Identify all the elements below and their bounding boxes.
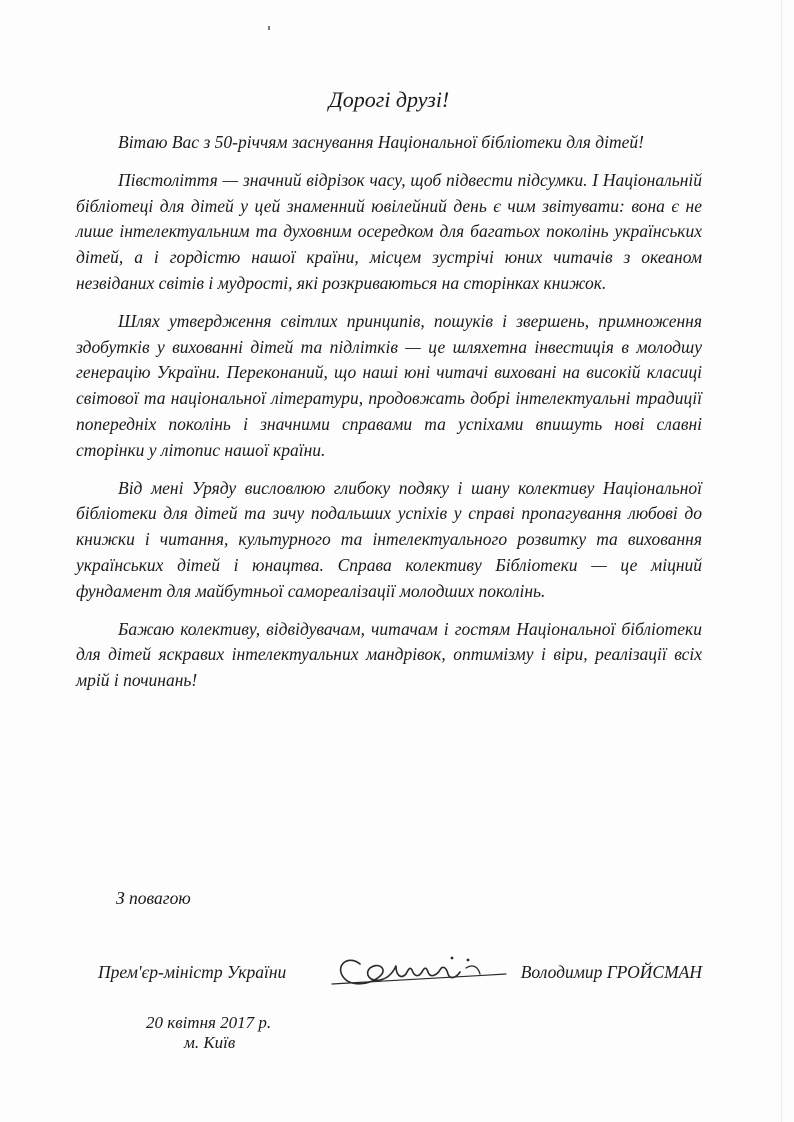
signatory-position: Прем'єр-міністр України [98,962,287,982]
handwritten-signature-icon [330,944,510,1000]
paragraph-3: Шлях утвердження світлих принципів, пошуків і звершень, примноження здобутків у вихованні дітей та підлітків — це шляхетна інвестиція в молодшу генерацію України. Переконаний, що наші юні читачі виховані на високій класиці світової та національної літератури, продовжать добрі інтелектуальні традиції попередніх поколінь і значними справами та успіхами впишуть нові славні сторінки у літопис нашої країни. [76,310,702,460]
paragraph-2: Півстоліття — значний відрізок часу, щоб підвести підсумки. І Національній бібліотеці для дітей у цей знаменний ювілейний день є чим звітувати: вона є не лише інтелектуальним та духовним осередком для багатьох поколінь українських дітей, а і гордістю нашої країни, місцем зустрічі юних читачів з океаном незвіданих світів і мудрості, які розкриваються на сторінках книжок. [76,169,702,293]
letter-body [76,86,702,706]
signatory-name: Володимир ГРОЙСМАН [520,962,702,982]
paragraph-5: Бажаю колективу, відвідувачам, читачам і гостям Національної бібліотеки для дітей яскравих інтелектуальних мандрівок, оптимізму і віри, реалізації всіх мрій і починань! [76,618,702,691]
greeting: Дорогі друзі! [328,87,450,112]
closing-phrase: З повагою [116,888,191,908]
paragraph-4: Від мені Уряду висловлюю глибоку подяку і шану колективу Національної бібліотеки для дітей та зичу подальших успіхів у справі пропагування любові до книжки і читання, культурного та інтелектуального розвитку та виховання українських дітей і юнацтва. Справа колективу Бібліотеки — це міцний фундамент для майбутньої самореалізації молодших поколінь. [76,477,702,601]
paragraph-1: Вітаю Вас з 50-річчям заснування Національної бібліотеки для дітей! [118,132,644,152]
letter-date: 20 квітня 2017 р. [146,1013,272,1032]
scan-speck [268,26,270,30]
scan-edge-line [781,0,782,1122]
date-place-block [146,1013,271,1053]
letter-place: м. Київ [184,1033,236,1052]
